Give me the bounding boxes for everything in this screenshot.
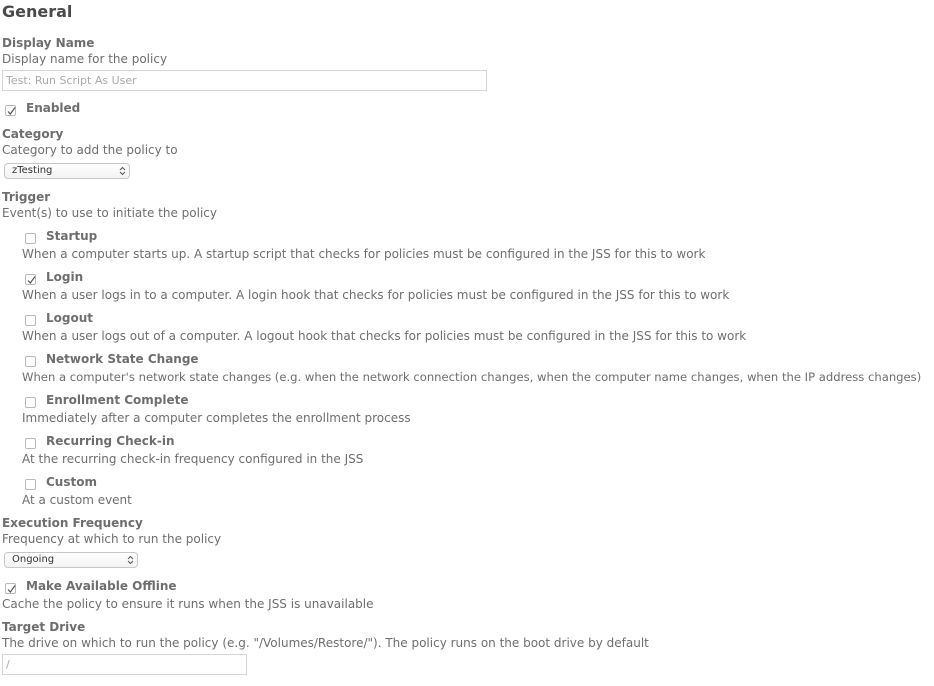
- trigger-startup-checkbox[interactable]: [25, 233, 36, 244]
- trigger-enrollment-complete-checkbox[interactable]: [25, 397, 36, 408]
- enabled-label: Enabled: [26, 101, 81, 115]
- execution-frequency-select[interactable]: [4, 552, 138, 568]
- section-title: General: [2, 2, 73, 21]
- checkmark-icon: [6, 106, 17, 117]
- category-selected-value: zTesting: [12, 165, 53, 176]
- make-available-offline-description: Cache the policy to ensure it runs when the JSS is unavailable: [2, 597, 374, 611]
- trigger-enrollment-complete-description: Immediately after a computer completes the enrollment process: [22, 411, 411, 425]
- trigger-network-state-change-checkbox[interactable]: [25, 356, 36, 367]
- execution-frequency-selected-value: Ongoing: [12, 554, 55, 565]
- trigger-logout-description: When a user logs out of a computer. A logout hook that checks for policies must be configured in the JSS for this to work: [22, 329, 747, 343]
- category-description: Category to add the policy to: [2, 143, 178, 157]
- display-name-description: Display name for the policy: [2, 52, 168, 66]
- select-arrows-icon: [127, 555, 134, 565]
- trigger-logout-checkbox[interactable]: [25, 315, 36, 326]
- checkmark-icon: [6, 584, 17, 595]
- trigger-recurring-check-in-label: Recurring Check-in: [46, 434, 175, 448]
- trigger-enrollment-complete-label: Enrollment Complete: [46, 393, 189, 407]
- make-available-offline-label: Make Available Offline: [26, 579, 177, 593]
- trigger-login-label: Login: [46, 270, 84, 284]
- execution-frequency-label: Execution Frequency: [2, 516, 143, 530]
- target-drive-label: Target Drive: [2, 620, 86, 634]
- trigger-startup-description: When a computer starts up. A startup script that checks for policies must be configured in the JSS for this to work: [22, 247, 706, 261]
- trigger-description: Event(s) to use to initiate the policy: [2, 206, 217, 220]
- trigger-network-state-change-label: Network State Change: [46, 352, 199, 366]
- trigger-startup-label: Startup: [46, 229, 98, 243]
- checkmark-icon: [26, 275, 37, 286]
- target-drive-description: The drive on which to run the policy (e.g. "/Volumes/Restore/"). The policy runs on the boot drive by default: [2, 636, 649, 650]
- display-name-label: Display Name: [2, 36, 95, 50]
- trigger-label: Trigger: [2, 190, 51, 204]
- trigger-recurring-check-in-description: At the recurring check-in frequency configured in the JSS: [22, 452, 364, 466]
- select-arrows-icon: [119, 166, 126, 176]
- trigger-custom-checkbox[interactable]: [25, 479, 36, 490]
- display-name-field[interactable]: Test: Run Script As User: [2, 70, 487, 91]
- trigger-custom-label: Custom: [46, 475, 97, 489]
- trigger-recurring-check-in-checkbox[interactable]: [25, 438, 36, 449]
- trigger-logout-label: Logout: [46, 311, 94, 325]
- make-available-offline-checkbox[interactable]: [5, 583, 16, 594]
- trigger-network-state-change-description: When a computer's network state changes (e.g. when the network connection changes, when the computer name changes, when the IP address changes): [22, 370, 922, 384]
- enabled-checkbox[interactable]: [5, 105, 16, 116]
- execution-frequency-description: Frequency at which to run the policy: [2, 532, 222, 546]
- category-label: Category: [2, 127, 64, 141]
- category-select[interactable]: [4, 163, 130, 179]
- trigger-custom-description: At a custom event: [22, 493, 132, 507]
- target-drive-field[interactable]: /: [2, 654, 247, 675]
- trigger-login-description: When a user logs in to a computer. A login hook that checks for policies must be configured in the JSS for this to work: [22, 288, 730, 302]
- trigger-login-checkbox[interactable]: [25, 274, 36, 285]
